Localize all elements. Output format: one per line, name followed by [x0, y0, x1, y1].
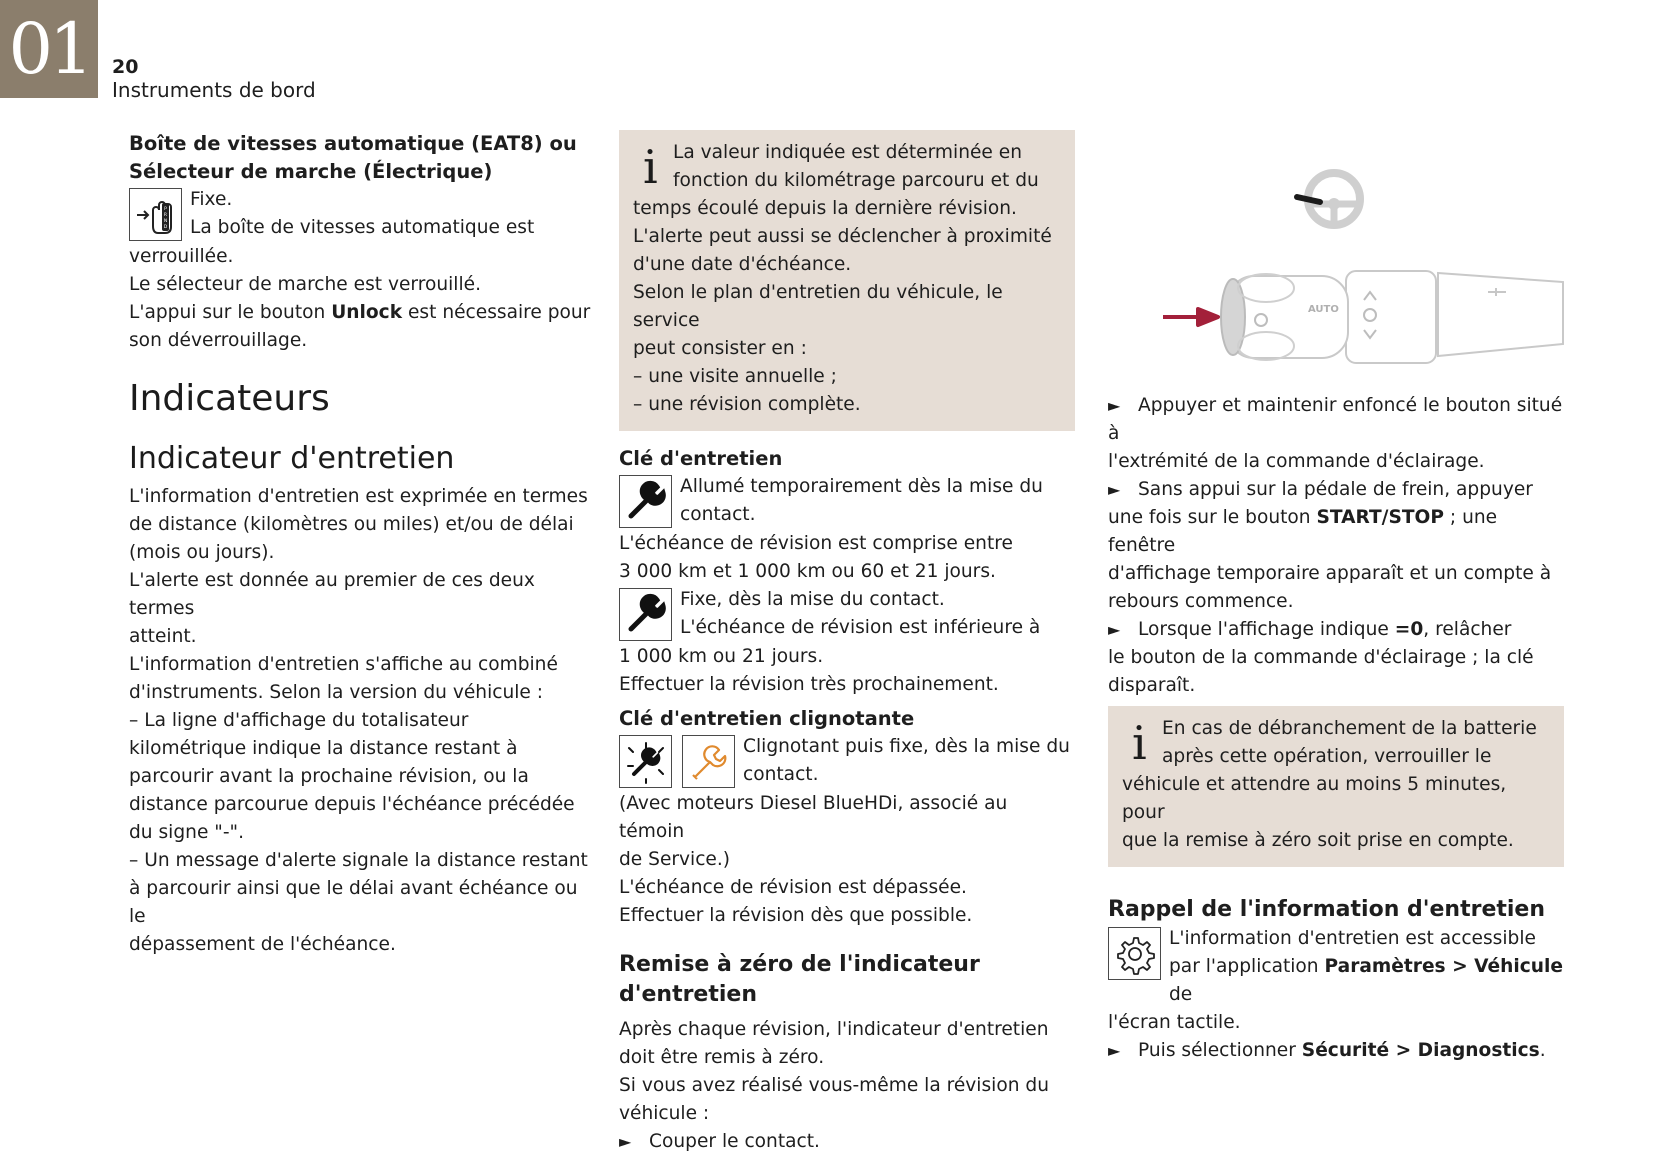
info-line: Selon le plan d'entretien du véhicule, le service: [633, 282, 1003, 331]
step-3: ► Lorsque l'affichage indique =0, relâcher: [1108, 616, 1564, 644]
info-line: – une révision complète.: [633, 394, 861, 415]
bullet-arrow-icon: ►: [1108, 620, 1121, 639]
info-line: fonction du kilométrage parcouru et du: [673, 170, 1039, 191]
step-2-cont: une fois sur le bouton START/STOP ; une fenêtre: [1108, 507, 1498, 556]
stalk: [1221, 271, 1563, 363]
cle-row-a: [619, 473, 1075, 529]
rappel-row: [1108, 925, 1564, 1009]
gear-title-2: Sélecteur de marche (Électrique): [129, 160, 493, 183]
chapter-number: 01: [0, 0, 98, 98]
remise-line: véhicule :: [619, 1103, 710, 1124]
gear-line-2: verrouillée.: [129, 246, 234, 267]
svg-text:R: R: [163, 212, 167, 218]
unlock-label: Unlock: [331, 302, 403, 323]
step-2: ► Sans appui sur la pédale de frein, appuyer: [1108, 476, 1564, 504]
page-number: 20: [112, 56, 139, 78]
body-line: (mois ou jours).: [129, 542, 275, 563]
cle-a-line: contact.: [680, 504, 756, 525]
title-indicateur-entretien: Indicateur d'entretien: [129, 441, 455, 476]
clig-line: Effectuer la révision dès que possible.: [619, 905, 973, 926]
remise-title: Remise à zéro de l'indicateur d'entretien: [619, 952, 980, 1007]
gear-line-4: L'appui sur le bouton Unlock est nécessaire pour: [129, 302, 591, 323]
body-line: L'alerte est donnée au premier de ces deux termes: [129, 570, 535, 619]
body-line: – Un message d'alerte signale la distance restant: [129, 850, 588, 871]
info-line: temps écoulé depuis la dernière révision.: [633, 198, 1017, 219]
svg-text:N: N: [163, 218, 167, 224]
clig-line: (Avec moteurs Diesel BlueHDi, associé au témoin: [619, 793, 1008, 842]
bullet-arrow-icon: ►: [1108, 480, 1121, 499]
bullet-arrow-icon: ►: [1108, 1041, 1121, 1060]
gear-lock-row: [129, 186, 593, 242]
rappel-line: L'information d'entretien est accessible: [1169, 928, 1536, 949]
body-line: de distance (kilomètres ou miles) et/ou de délai: [129, 514, 574, 535]
steering-wheel-icon: [1297, 173, 1360, 226]
cle-b-line: Effectuer la révision très prochainement.: [619, 674, 999, 695]
gear-line-3: Le sélecteur de marche est verrouillé.: [129, 274, 481, 295]
clig-line: de Service.): [619, 849, 731, 870]
section-title: Instruments de bord: [112, 78, 316, 102]
info-box-batterie: [1108, 706, 1564, 867]
body-line: d'instruments. Selon la version du véhicule :: [129, 682, 544, 703]
remise-line: doit être remis à zéro.: [619, 1047, 825, 1068]
info-line: que la remise à zéro soit prise en compte.: [1122, 830, 1514, 851]
bullet-arrow-icon: ►: [619, 1132, 632, 1151]
step-3-cont: le bouton de la commande d'éclairage ; la clé: [1108, 647, 1534, 668]
body-line: L'information d'entretien s'affiche au combiné: [129, 654, 558, 675]
column-middle: [619, 130, 1075, 1156]
body-line: du signe "-".: [129, 822, 245, 843]
svg-text:D: D: [163, 224, 167, 230]
info-icon: i: [643, 140, 658, 194]
cle-a-line: L'échéance de révision est comprise entre: [619, 533, 1013, 554]
cle-b-line: Fixe, dès la mise du contact.: [680, 589, 945, 610]
info-line: L'alerte peut aussi se déclencher à proximité: [633, 226, 1052, 247]
info-line: – une visite annuelle ;: [633, 366, 837, 387]
service-wrench-orange-icon: [682, 735, 735, 788]
remise-line: Si vous avez réalisé vous-même la révision du: [619, 1075, 1049, 1096]
body-line: – La ligne d'affichage du totalisateur: [129, 710, 469, 731]
info-line: La valeur indiquée est déterminée en: [673, 142, 1022, 163]
svg-text:P: P: [163, 206, 167, 212]
body-line: L'information d'entretien est exprimée en termes: [129, 486, 588, 507]
cle-b-line: L'échéance de révision est inférieure à: [680, 617, 1041, 638]
rappel-step: ► Puis sélectionner Sécurité > Diagnostics.: [1108, 1037, 1564, 1065]
cle-title: Clé d'entretien: [619, 447, 783, 470]
rappel-line: l'écran tactile.: [1108, 1012, 1241, 1033]
remise-bullet: ► Couper le contact.: [619, 1128, 1075, 1156]
step-3-cont: disparaît.: [1108, 675, 1196, 696]
body-line: dépassement de l'échéance.: [129, 934, 396, 955]
gear-selector-lock-icon: [129, 188, 182, 241]
flashing-wrench-icon: [619, 735, 672, 788]
info-line: peut consister en :: [633, 338, 807, 359]
body-line: distance parcourue depuis l'échéance précédée: [129, 794, 575, 815]
column-right: [1108, 130, 1564, 1065]
wrench-icon: [619, 475, 672, 528]
gear-line-1: La boîte de vitesses automatique est: [190, 217, 535, 238]
rappel-line: par l'application Paramètres > Véhicule de: [1169, 956, 1564, 1005]
press-arrow-icon: [1163, 309, 1218, 325]
info-box-valeur: [619, 130, 1075, 431]
clig-line: L'échéance de révision est dépassée.: [619, 877, 967, 898]
wrench-icon: [619, 588, 672, 641]
cle-a-line: 3 000 km et 1 000 km ou 60 et 21 jours.: [619, 561, 996, 582]
auto-label: AUTO: [1308, 304, 1339, 315]
entretien-body: [129, 483, 593, 959]
remise-line: Après chaque révision, l'indicateur d'entretien: [619, 1019, 1049, 1040]
clig-row: [619, 733, 1075, 789]
step-2-cont: d'affichage temporaire apparaît et un compte à: [1108, 563, 1552, 584]
column-left: [129, 130, 593, 959]
info-line: d'une date d'échéance.: [633, 254, 852, 275]
info-line: En cas de débranchement de la batterie: [1162, 718, 1537, 739]
info-line: véhicule et attendre au moins 5 minutes, pour: [1122, 774, 1507, 823]
step-2-cont: rebours commence.: [1108, 591, 1294, 612]
gear-fixe: Fixe.: [190, 189, 233, 210]
clig-line: contact.: [743, 764, 819, 785]
gear-line-5: son déverrouillage.: [129, 330, 308, 351]
gear-title-1: Boîte de vitesses automatique (EAT8) ou: [129, 132, 577, 155]
bullet-arrow-icon: ►: [1108, 396, 1121, 415]
body-line: parcourir avant la prochaine révision, ou la: [129, 766, 529, 787]
body-line: kilométrique indique la distance restant à: [129, 738, 518, 759]
title-indicateurs: Indicateurs: [129, 378, 330, 419]
step-1: ► Appuyer et maintenir enfoncé le bouton situé à: [1108, 392, 1564, 448]
lighting-stalk-illustration: [1108, 130, 1564, 392]
settings-gear-icon: [1108, 927, 1161, 980]
cle-a-line: Allumé temporairement dès la mise du: [680, 476, 1043, 497]
body-line: à parcourir ainsi que le délai avant échéance ou le: [129, 878, 578, 927]
clig-line: Clignotant puis fixe, dès la mise du: [743, 736, 1070, 757]
clig-title: Clé d'entretien clignotante: [619, 707, 915, 730]
step-1-cont: l'extrémité de la commande d'éclairage.: [1108, 451, 1485, 472]
cle-b-line: 1 000 km ou 21 jours.: [619, 646, 824, 667]
body-line: atteint.: [129, 626, 197, 647]
rappel-title: Rappel de l'information d'entretien: [1108, 897, 1546, 922]
info-line: après cette opération, verrouiller le: [1162, 746, 1492, 767]
info-icon: i: [1132, 716, 1147, 770]
cle-row-b: [619, 586, 1075, 642]
